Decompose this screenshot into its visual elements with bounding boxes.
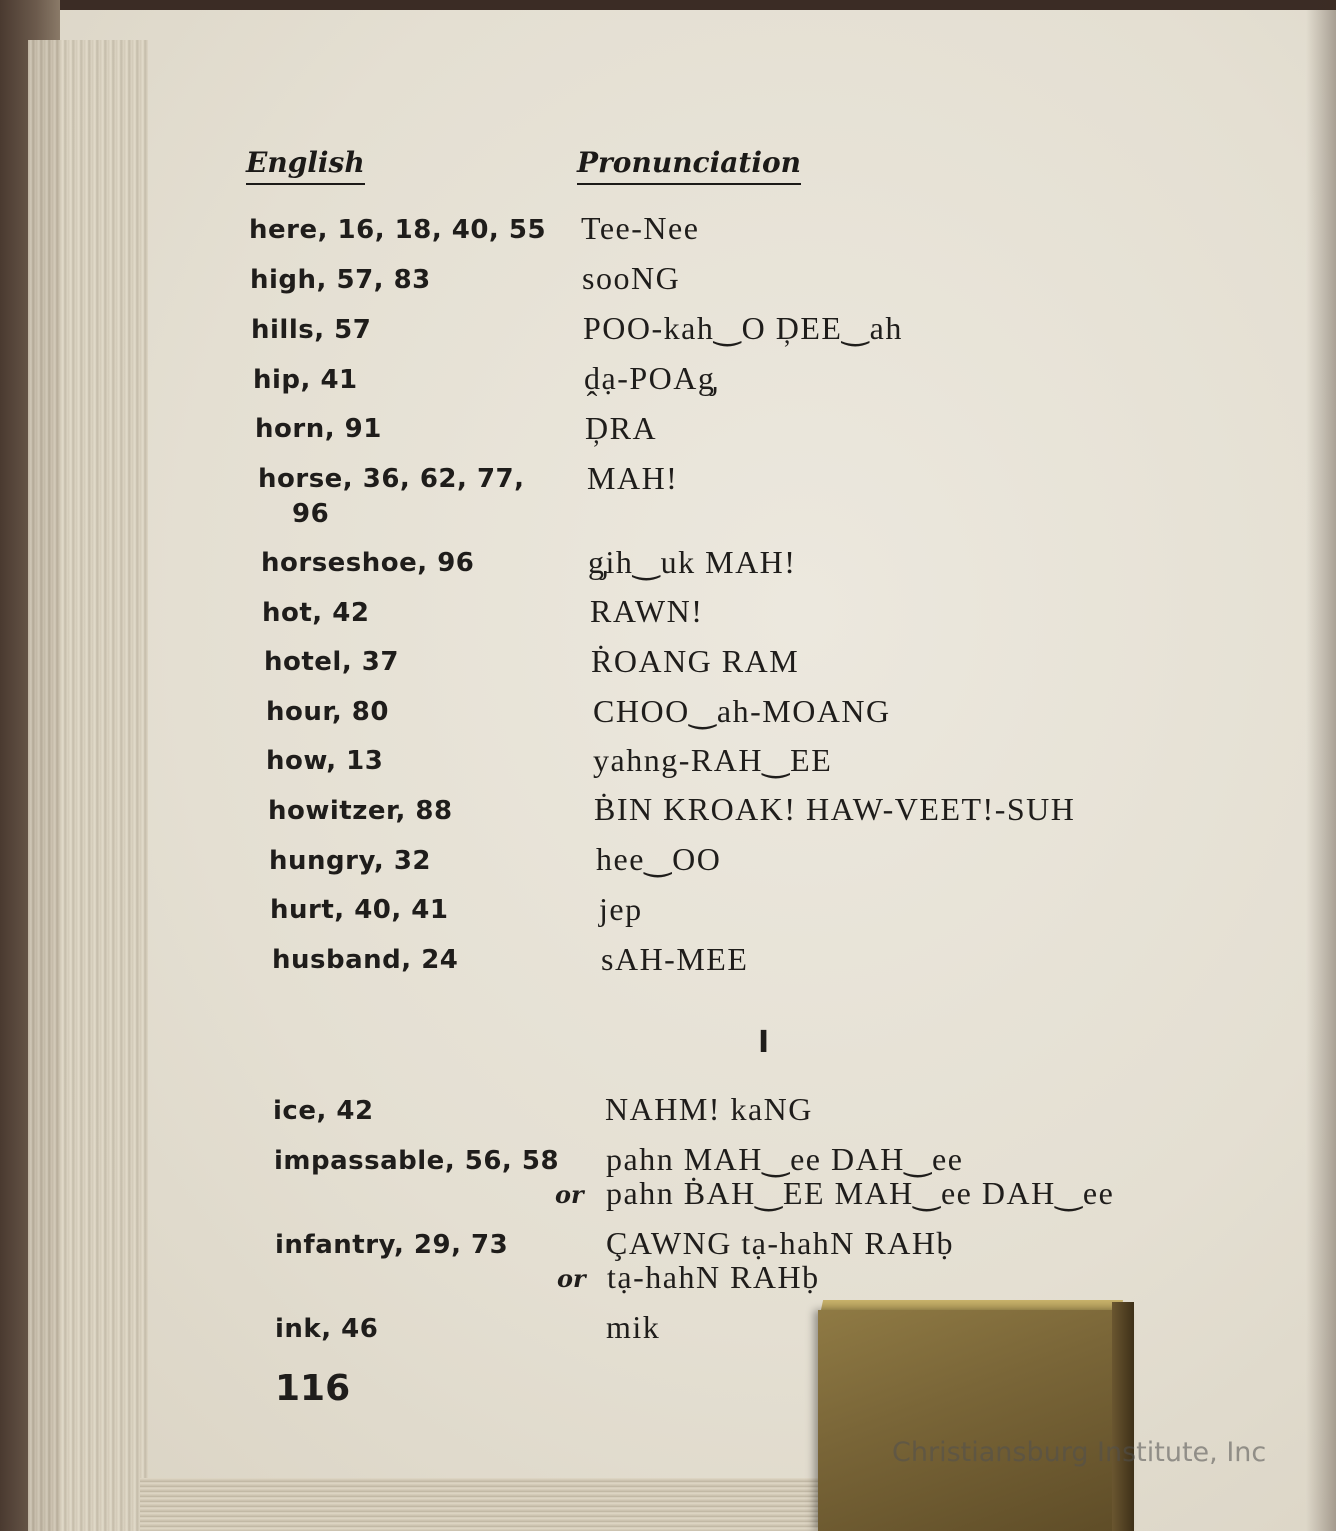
entry-pronunciation: sooNG	[582, 260, 681, 296]
entry-pronunciation: ṘOANG RAM	[591, 643, 800, 679]
entry-english: hot, 42	[262, 598, 370, 628]
entry-english: hotel, 37	[264, 647, 399, 677]
entry-pronunciation: hee‿OO	[596, 841, 722, 877]
top-edge-shadow	[0, 0, 1336, 10]
entry-english: ink, 46	[275, 1314, 379, 1344]
entry-english: hungry, 32	[269, 846, 432, 876]
entry-english: ice, 42	[273, 1096, 374, 1126]
entry-pronunciation-alternate: pahn ḂAH‿EE MAH‿ee DAH‿ee	[606, 1175, 1115, 1211]
entry-pronunciation: Tee-Nee	[581, 210, 700, 246]
entry-english: how, 13	[266, 746, 384, 776]
column-header-pronunciation: Pronunciation	[577, 146, 801, 185]
alternate-or-label: or	[555, 1180, 584, 1209]
entry-pronunciation: ḂIN KROAK! HAW-VEET!-SUH	[594, 791, 1076, 827]
entry-pronunciation: POO-kah‿O ḐEE‿ah	[583, 310, 903, 346]
right-edge-shadow	[1306, 0, 1336, 1531]
entry-english: infantry, 29, 73	[275, 1230, 509, 1260]
entry-english: howitzer, 88	[268, 796, 453, 826]
page-stack-left	[28, 40, 148, 1531]
entry-english: horseshoe, 96	[261, 548, 475, 578]
entry-english: hour, 80	[266, 697, 389, 727]
entry-english: hip, 41	[253, 365, 358, 395]
entry-pronunciation: yahng-RAH‿EE	[593, 742, 833, 778]
entry-pronunciation: g̡ih‿uk MAH!	[588, 544, 797, 580]
entry-english: high, 57, 83	[250, 265, 431, 295]
column-header-english: English	[246, 146, 365, 185]
entry-pronunciation: mik	[606, 1309, 661, 1345]
entry-english: horn, 91	[255, 414, 382, 444]
entry-pronunciation: RAWN!	[590, 593, 704, 629]
entry-pronunciation: ḓạ-POAg̡	[584, 360, 716, 396]
entry-pronunciation: CHOO‿ah-MOANG	[593, 693, 891, 729]
entry-pronunciation-alternate: tạ-hahN RAHḅ	[607, 1259, 820, 1295]
section-letter: I	[758, 1025, 770, 1060]
watermark: Christiansburg Institute, Inc	[892, 1437, 1267, 1468]
entry-english: hills, 57	[251, 315, 372, 345]
entry-pronunciation: jep	[599, 891, 643, 927]
alternate-or-label: or	[557, 1264, 586, 1293]
entry-english-continued: 96	[292, 499, 330, 529]
entry-pronunciation: NAHM! kaNG	[605, 1091, 813, 1127]
entry-pronunciation: ÇAWNG tạ-hahN RAHḅ	[606, 1225, 954, 1261]
page-number: 116	[275, 1368, 351, 1409]
page-clip	[818, 1310, 1132, 1531]
entry-english: husband, 24	[272, 945, 459, 975]
entry-pronunciation: ḐRA	[585, 410, 658, 446]
entry-english: here, 16, 18, 40, 55	[249, 215, 547, 245]
page-stack-bottom	[140, 1478, 840, 1531]
entry-english: hurt, 40, 41	[270, 895, 449, 925]
entry-english: horse, 36, 62, 77,	[258, 464, 525, 494]
entry-english: impassable, 56, 58	[274, 1146, 560, 1176]
entry-pronunciation: pahn MAH‿ee DAH‿ee	[606, 1141, 964, 1177]
page-clip-side	[1112, 1302, 1134, 1531]
entry-pronunciation: sAH-MEE	[601, 941, 749, 977]
entry-pronunciation: MAH!	[587, 460, 679, 496]
